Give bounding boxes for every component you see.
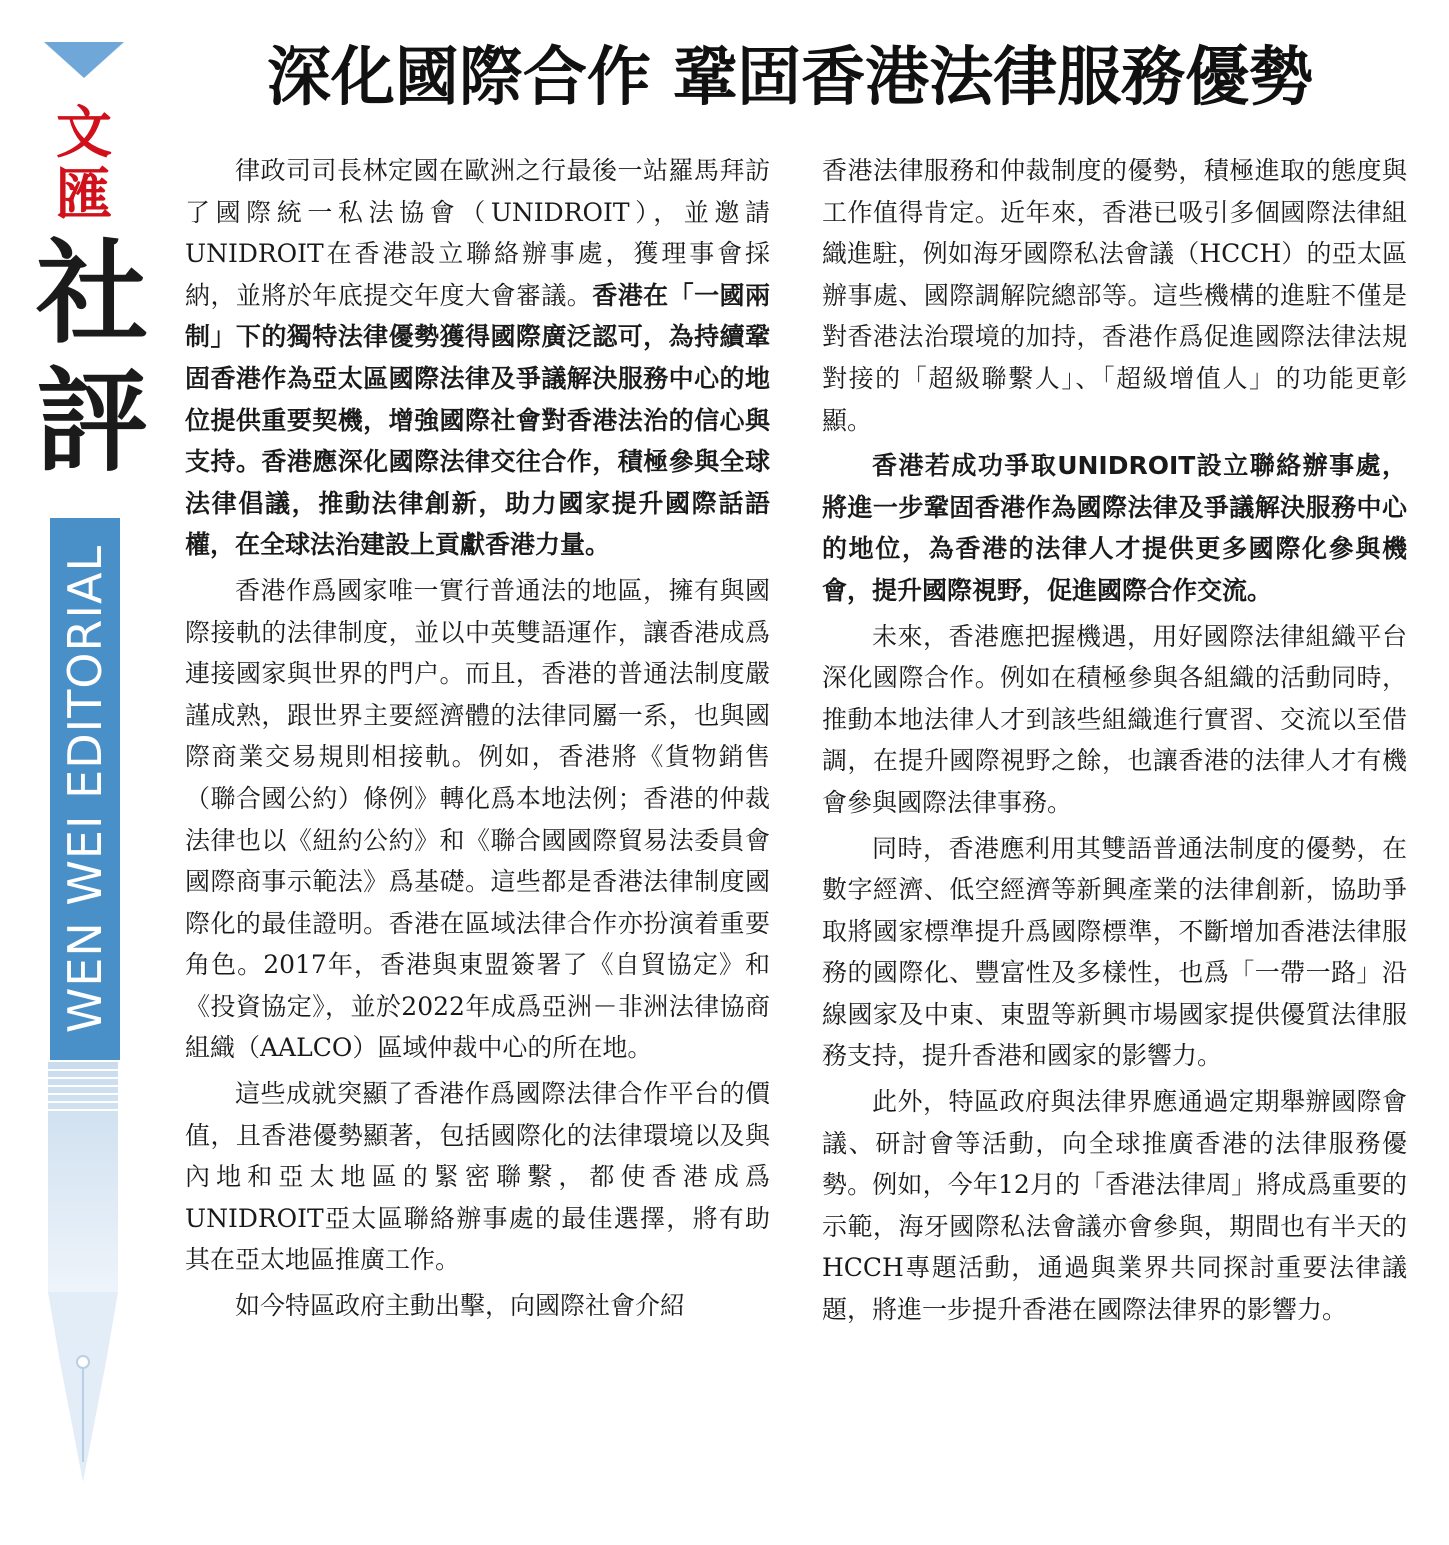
paragraph-5-bold: 香港若成功爭取UNIDROIT設立聯絡辦事處，將進一步鞏固香港作為國際法律及爭議解決服務中心的地位，為香港的法律人才提供更多國際化參與機會，提升國際視野，促進國際合作交流。 xyxy=(822,451,1407,605)
sidebar xyxy=(0,0,165,1545)
paragraph-2: 香港作爲國家唯一實行普通法的地區，擁有與國際接軌的法律制度，並以中英雙語運作，讓香港成爲連接國家與世界的門户。而且，香港的普通法制度嚴謹成熟，跟世界主要經濟體的法律同屬一系，也與國際商業交易規則相接軌。例如，香港將《貨物銷售（聯合國公約）條例》轉化爲本地法例；香港的仲裁法律也以《紐約公約》和《聯合國國際貿易法委員會國際商事示範法》爲基礎。這些都是香港法律制度國際化的最佳證明。香港在區域法律合作亦扮演着重要角色。2017年，香港與東盟簽署了《自貿協定》和《投資協定》，並於2022年成爲亞洲－非洲法律協商組織（AALCO）區域仲裁中心的所在地。 xyxy=(185,575,770,1063)
editorial-label: WEN WEI EDITORIAL xyxy=(58,544,112,1034)
left-column xyxy=(185,150,770,1331)
editorial-band xyxy=(50,518,120,1060)
fountain-pen-icon xyxy=(46,1062,120,1482)
paragraph-7: 同時，香港應利用其雙語普通法制度的優勢，在數字經濟、低空經濟等新興產業的法律創新，協助爭取將國家標準提升爲國際標準，不斷增加香港法律服務的國際化、豐富性及多樣性，也爲「一帶一路」沿線國家及中東、東盟等新興市場國家提供優質法律服務支持，提升香港和國家的影響力。 xyxy=(822,833,1407,1071)
section-char-2: 評 xyxy=(36,356,148,487)
paragraph-4-continued: 香港法律服務和仲裁制度的優勢，積極進取的態度與工作值得肯定。近年來，香港已吸引多個國際法律組織進駐，例如海牙國際私法會議（HCCH）的亞太區辦事處、國際調解院總部等。這些機構的進駐不僅是對香港法治環境的加持，香港作爲促進國際法律法規對接的「超級聯繫人」、「超級增值人」的功能更彰顯。 xyxy=(822,156,1407,435)
paragraph-4: 如今特區政府主動出擊，向國際社會介紹 xyxy=(235,1291,686,1321)
paragraph-8: 此外，特區政府與法律界應通過定期舉辦國際會議、研討會等活動，向全球推廣香港的法律服務優勢。例如，今年12月的「香港法律周」將成爲重要的示範，海牙國際私法會議亦會參與，期間也有半天的HCCH專題活動，通過與業界共同探討重要法律議題，將進一步提升香港在國際法律界的影響力。 xyxy=(822,1087,1407,1325)
section-title xyxy=(36,228,148,487)
paragraph-1-bold: 香港在「一國兩制」下的獨特法律優勢獲得國際廣泛認可，為持續鞏固香港作為亞太區國際法律及爭議解決服務中心的地位提供重要契機，增強國際社會對香港法治的信心與支持。香港應深化國際法律交往合作，積極參與全球法律倡議，推動法律創新，助力國家提升國際話語權，在全球法治建設上貢獻香港力量。 xyxy=(185,280,770,560)
paragraph-6: 未來，香港應把握機遇，用好國際法律組織平台深化國際合作。例如在積極參與各組織的活動同時，推動本地法律人才到該些組織進行實習、交流以至借調，在提升國際視野之餘，也讓香港的法律人才有機會參與國際法律事務。 xyxy=(822,621,1407,817)
paragraph-1 xyxy=(185,150,770,566)
brand-char-2: 匯 xyxy=(56,162,112,228)
brand-logo xyxy=(44,102,124,226)
brand-char-1: 文 xyxy=(56,100,112,166)
triangle-marker-icon xyxy=(44,42,124,78)
paragraph-3: 這些成就突顯了香港作爲國際法律合作平台的價值，且香港優勢顯著，包括國際化的法律環境以及與內地和亞太地區的緊密聯繫，都使香港成爲UNIDROIT亞太區聯絡辦事處的最佳選擇，將有助其在亞太地區推廣工作。 xyxy=(185,1079,770,1275)
section-char-1: 社 xyxy=(36,228,148,359)
paragraph-1-normal: 律政司司長林定國在歐洲之行最後一站羅馬拜訪了國際統一私法協會（UNIDROIT），並邀請UNIDROIT在香港設立聯絡辦事處，獲理事會採納，並將於年底提交年度大會審議。 xyxy=(185,156,770,310)
right-column xyxy=(822,150,1407,1335)
headline: 深化國際合作 鞏固香港法律服務優勢 xyxy=(266,40,1314,115)
